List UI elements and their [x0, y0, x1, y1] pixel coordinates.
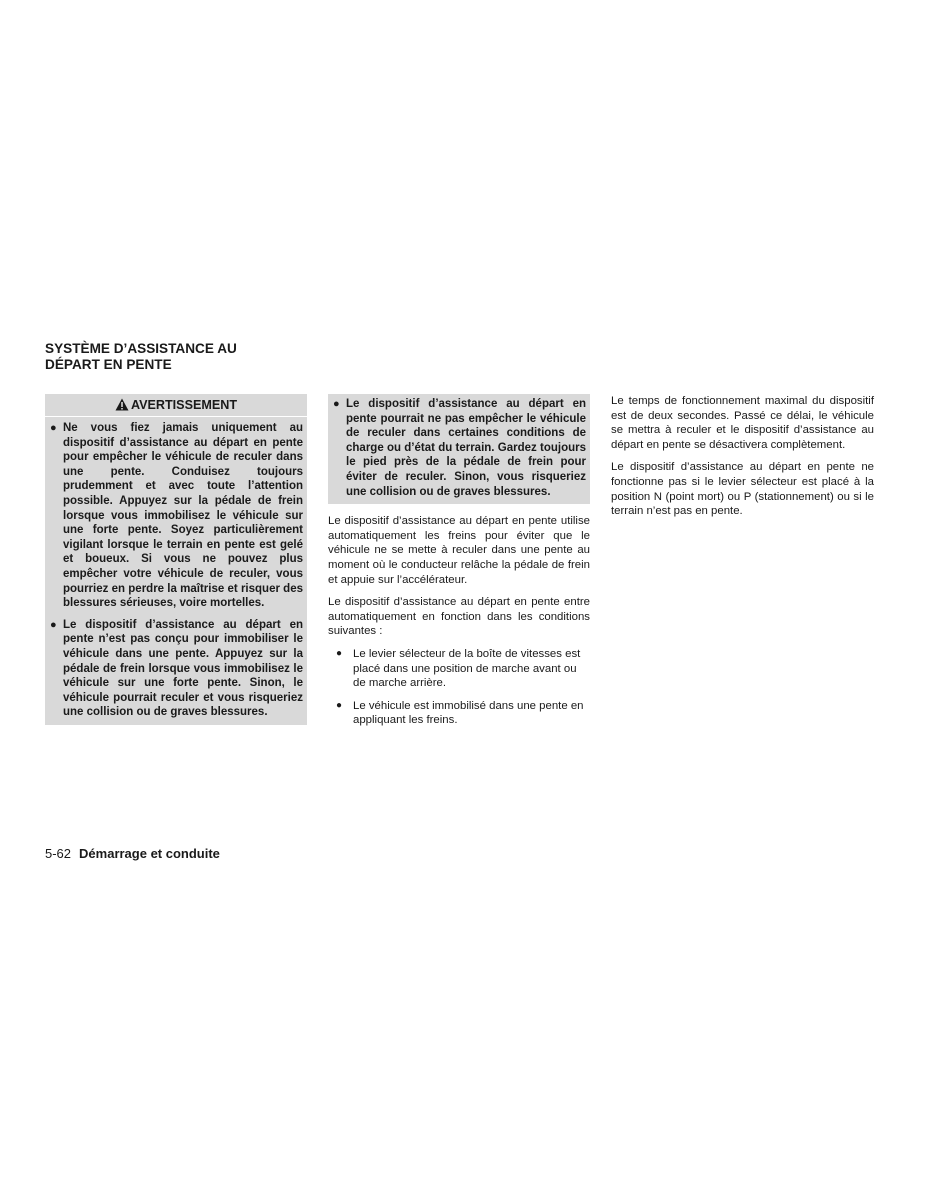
warning-item-text: Le dispositif d’assistance au départ en pente pourrait ne pas empêcher le véhicule de reculer dans certaines conditions de charge ou d’état du terrain. Gardez toujours le pied près de la pédale de frein pour éviter de reculer. Sinon, vous risqueriez une collision ou de graves blessures. [346, 398, 586, 498]
section-title-line1: SYSTÈME D’ASSISTANCE AU [45, 341, 237, 356]
list-item-text: Le levier sélecteur de la boîte de vitesses est placé dans une position de marche avant ou de marche arrière. [353, 647, 581, 690]
page-footer [45, 846, 220, 862]
list-item [336, 699, 590, 728]
list-item-text: Le véhicule est immobilisé dans une pente en appliquant les freins. [353, 699, 584, 727]
bullet-icon: ● [50, 618, 57, 631]
warning-item-text: Le dispositif d’assistance au départ en pente n’est pas conçu pour immobiliser le véhicule dans une pente. Appuyez sur la pédale de frein lorsque vous immobilisez le véhicule sur une forte pente. Sinon, le véhicule pourrait reculer et vous risqueriez une collision ou de graves blessures. [63, 618, 303, 719]
list-item [336, 647, 590, 691]
body-paragraph: Le dispositif d’assistance au départ en pente utilise automatiquement les freins pour éviter que le véhicule ne se mette à reculer dans une pente au moment où le conducteur relâche la pédale de frein et appuie sur l’accélérateur. [328, 515, 590, 586]
bullet-icon: ● [333, 398, 340, 410]
chapter-title: Démarrage et conduite [79, 846, 220, 861]
body-paragraph: Le temps de fonctionnement maximal du dispositif est de deux secondes. Passé ce délai, le véhicule se mettra à reculer et le dispositif d’assistance au départ en pente se désactivera complètement. [611, 395, 874, 451]
warning-item-text: Ne vous fiez jamais uniquement au dispositif d’assistance au départ en pente pour empêcher le véhicule de reculer dans une pente. Conduisez toujours prudemment et avec toute l’attention possible. Appuyez sur la pédale de frein lorsque vous immobilisez le véhicule sur une forte pente. Soyez particulièrement vigilant lorsque le terrain en pente est gelé et boueux. Si vous ne pouvez plus empêcher votre véhicule de reculer, vous pourriez en perdre la maîtrise et risquer des blessures sérieuses, voire mortelles. [63, 422, 303, 610]
warning-item [332, 397, 586, 499]
warning-item [49, 618, 303, 720]
warning-box [45, 394, 307, 725]
column-3 [611, 394, 874, 527]
page-number: 5-62 [45, 846, 72, 861]
section-title [45, 341, 305, 373]
warning-triangle-icon [115, 398, 129, 411]
warning-item [49, 421, 303, 611]
section-title-line2: DÉPART EN PENTE [45, 357, 172, 372]
bullet-icon: ● [336, 647, 343, 659]
conditions-list [328, 647, 590, 728]
warning-header-label: AVERTISSEMENT [130, 398, 238, 412]
warning-box-continued [328, 394, 590, 504]
bullet-icon: ● [336, 699, 343, 711]
warning-header [45, 397, 307, 417]
column-1 [45, 394, 307, 725]
body-paragraph: Le dispositif d’assistance au départ en pente entre automatiquement en fonction dans les conditions suivantes : [328, 596, 590, 638]
body-paragraph: Le dispositif d’assistance au départ en pente ne fonctionne pas si le levier sélecteur est placé à la position N (point mort) ou P (stationnement) ou si le terrain n’est pas en pente. [611, 461, 874, 518]
bullet-icon: ● [50, 422, 57, 434]
column-2 [328, 394, 590, 736]
